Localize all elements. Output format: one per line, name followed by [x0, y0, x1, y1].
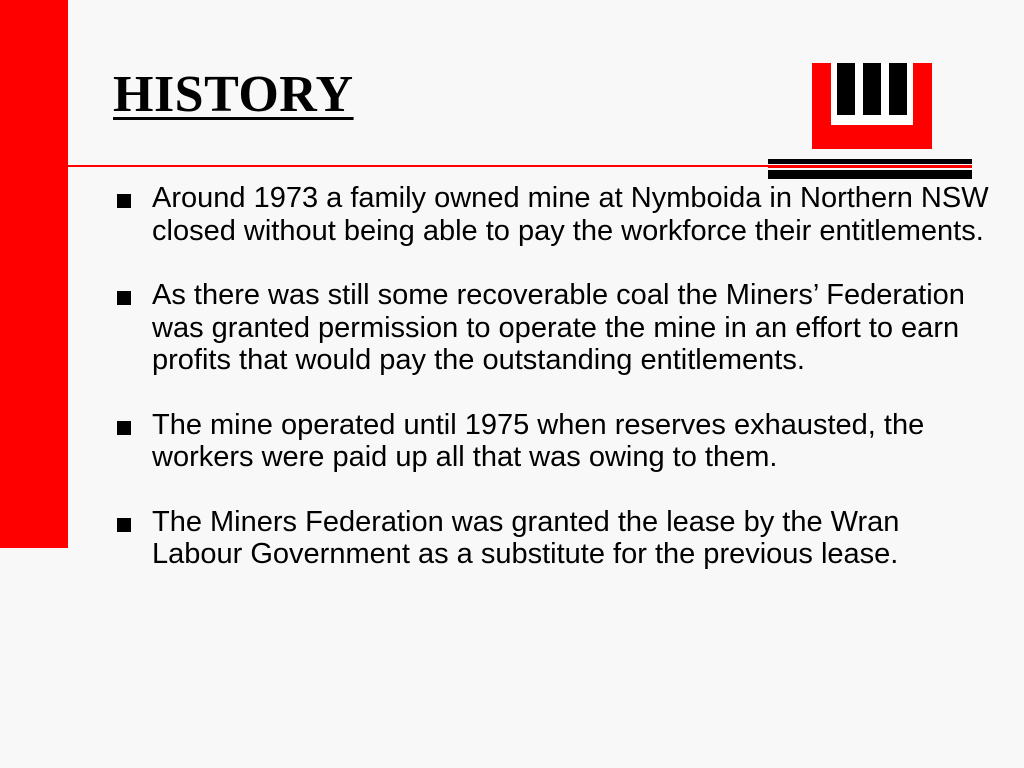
logo-bar	[889, 63, 907, 115]
logo-bar	[837, 63, 855, 115]
slide-title: HISTORY	[113, 66, 354, 123]
left-accent-bar	[0, 0, 68, 548]
bullet-item	[113, 182, 993, 247]
logo-white-field	[831, 63, 913, 125]
square-bullet-icon	[117, 194, 131, 208]
square-bullet-icon	[117, 291, 131, 305]
bullet-text: Around 1973 a family owned mine at Nymboida in Northern NSW closed without being able to pay the workforce their entitlements.	[152, 182, 989, 247]
title-divider-black-stripe	[768, 159, 972, 164]
bullet-text: The mine operated until 1975 when reserves exhausted, the workers were paid up all that was owing to them.	[152, 408, 925, 473]
bullet-list	[113, 182, 993, 603]
square-bullet-icon	[117, 518, 131, 532]
bullet-item	[113, 279, 993, 377]
bullet-item	[113, 506, 993, 571]
title-divider-red-stripe	[768, 165, 972, 168]
square-bullet-icon	[117, 421, 131, 435]
logo-bar	[863, 63, 881, 115]
union-logo-icon	[812, 63, 932, 149]
bullet-text: The Miners Federation was granted the lease by the Wran Labour Government as a substitute for the previous lease.	[152, 505, 900, 570]
bullet-item	[113, 409, 993, 474]
title-divider-black-stripe-lower	[768, 170, 972, 179]
bullet-text: As there was still some recoverable coal the Miners’ Federation was granted permission to operate the mine in an effort to earn profits that would pay the outstanding entitlements.	[152, 279, 965, 376]
title-divider-line	[68, 165, 768, 167]
